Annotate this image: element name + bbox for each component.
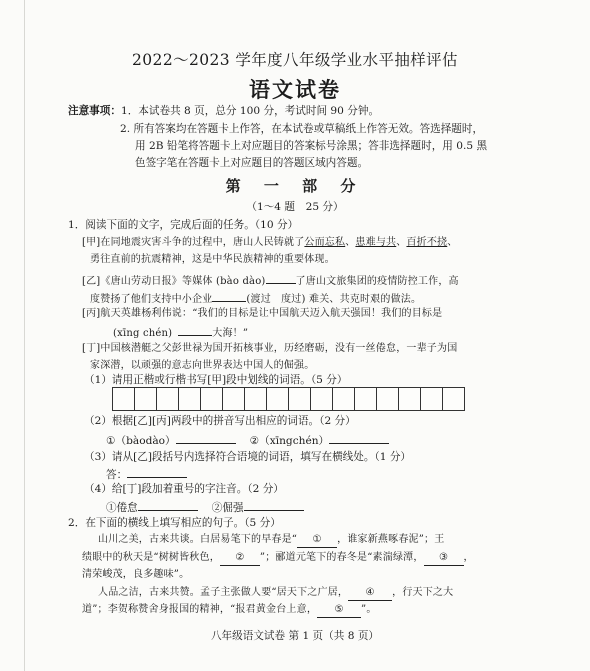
q1-sub-3: （3）请从[乙]段括号内选择符合语境的词语，填写在横线处。（1 分） [84, 451, 412, 463]
underlined-word-1: 公而忘私 [304, 237, 346, 248]
q1-ding-line-1: [丁]中国核潜艇之父彭世禄为国开拓核事业，历经磨砺，没有一丝倦怠，一辈子为国 [82, 343, 458, 354]
note-2-line-c: 色签字笔在答题卡上对应题目的答题区域内答题。 [135, 157, 369, 169]
answer-blank [329, 432, 389, 444]
answer-blank-3: ③ [424, 551, 464, 566]
underlined-word-2: 患难与共 [355, 237, 397, 248]
q1-bing-line-1: [丙]航天英雄杨利伟说：“我们的目标是让中国航天迈入航天强国！我们的目标是 [82, 308, 443, 319]
q1-jia-line-2: 勇往直前的抗震精神，这是中华民族精神的重要体现。 [90, 254, 335, 265]
section-title: 第 一 部 分 [225, 177, 365, 195]
q1-sub-3-answer: 答： [106, 466, 187, 482]
section-subtitle: （1～4 题 25 分） [246, 201, 344, 213]
grid-cell [134, 387, 157, 411]
note-1: 1．本试卷共 8 页，总分 100 分，考试时间 90 分钟。 [120, 105, 380, 117]
q1-yi-line-1: [乙]《唐山劳动日报》等媒体 (bào dào) 了唐山文旅集团的疫情防控工作，高 [82, 272, 459, 289]
q2-line-4: 人品之洁，古来共赞。孟子主张做人要“居天下之广居， ④ ，行天下之大 [98, 586, 453, 601]
answer-blank [244, 499, 304, 511]
grid-cell [354, 387, 377, 411]
q1-bing-line-2: (xīng chén) 大海！” [113, 324, 248, 341]
grid-cell [266, 387, 289, 411]
q1-sub-4-answers: ①倦怠 ②倔强 [106, 499, 304, 515]
q1-sub-1: （1）请用正楷或行楷书写[甲]段中划线的词语。（5 分） [84, 374, 348, 386]
q1-sub-4: （4）给[丁]段加着重号的字注音。（2 分） [84, 483, 284, 495]
exam-subject-title: 语文试卷 [249, 77, 341, 102]
notes-line-1 [68, 104, 379, 118]
q2-line-5: 道”；李贺称赞舍身报国的精神，“报君黄金台上意， ⑤ ”。 [82, 603, 377, 618]
grid-cell [244, 387, 267, 411]
exam-title: 2022～2023 学年度八年级学业水平抽样评估 [132, 51, 458, 69]
answer-blank [176, 432, 236, 444]
grid-cell [178, 387, 201, 411]
answer-blank-4: ④ [348, 586, 392, 601]
grid-cell [222, 387, 245, 411]
answer-blank [266, 272, 296, 284]
grid-cell [420, 387, 443, 411]
q2-line-3: 清荣峻茂，良多趣味”。 [82, 569, 190, 580]
q1-yi-line-2: 度赞扬了他们支持中小企业 (渡过 度过) 难关、共克时艰的做法。 [90, 290, 421, 307]
underlined-word-3: 百折不挠 [406, 237, 448, 248]
grid-cell [156, 387, 179, 411]
handwriting-grid [113, 387, 465, 411]
page-footer: 八年级语文试卷 第 1 页（共 8 页） [210, 630, 380, 642]
q1-sub-2: （2）根据[乙][丙]两段中的拼音写出相应的词语。（2 分） [84, 415, 356, 427]
answer-blank-1: ① [297, 533, 337, 548]
answer-blank-5: ⑤ [317, 603, 361, 618]
answer-blank [127, 466, 187, 478]
grid-cell [376, 387, 399, 411]
note-2-line-a: 2. 所有答案均在答题卡上作答，在本试卷或草稿纸上作答无效。答选择题时， [120, 123, 484, 135]
grid-cell [112, 387, 135, 411]
q1-ding-line-2: 家深潜，以顽强的意志向世界表达中国人的倔强。 [90, 360, 315, 371]
grid-cell [200, 387, 223, 411]
grid-cell [288, 387, 311, 411]
grid-cell [442, 387, 465, 411]
q1-jia-line-1: [甲]在同地震灾害斗争的过程中，唐山人民铸就了公而忘私、患难与共、百折不挠、 [82, 237, 458, 248]
answer-blank [178, 324, 212, 336]
q1-stem: 1．阅读下面的文字，完成后面的任务。（10 分） [68, 219, 299, 231]
answer-blank [212, 290, 246, 302]
q2-line-1: 山川之美，古来共谈。白居易笔下的早春是“ ① ，谁家新燕啄春泥”；王 [98, 533, 444, 548]
grid-cell [310, 387, 333, 411]
notes-label: 注意事项： [68, 105, 121, 117]
answer-blank [138, 499, 198, 511]
q1-sub-2-answers: ①（bàodào） ②（xīngchén） [106, 432, 389, 448]
q2-stem: 2．在下面的横线上填写相应的句子。（5 分） [68, 517, 281, 529]
note-2-line-b: 用 2B 铅笔将答题卡上对应题目的答案标号涂黑；答非选择题时，用 0.5 黑 [135, 140, 488, 152]
q2-line-2: 绩眼中的秋天是“树树皆秋色， ② ”；郦道元笔下的春冬是“素湍绿潭， ③ ， [82, 551, 474, 566]
grid-cell [398, 387, 421, 411]
answer-blank-2: ② [220, 551, 260, 566]
grid-cell [332, 387, 355, 411]
